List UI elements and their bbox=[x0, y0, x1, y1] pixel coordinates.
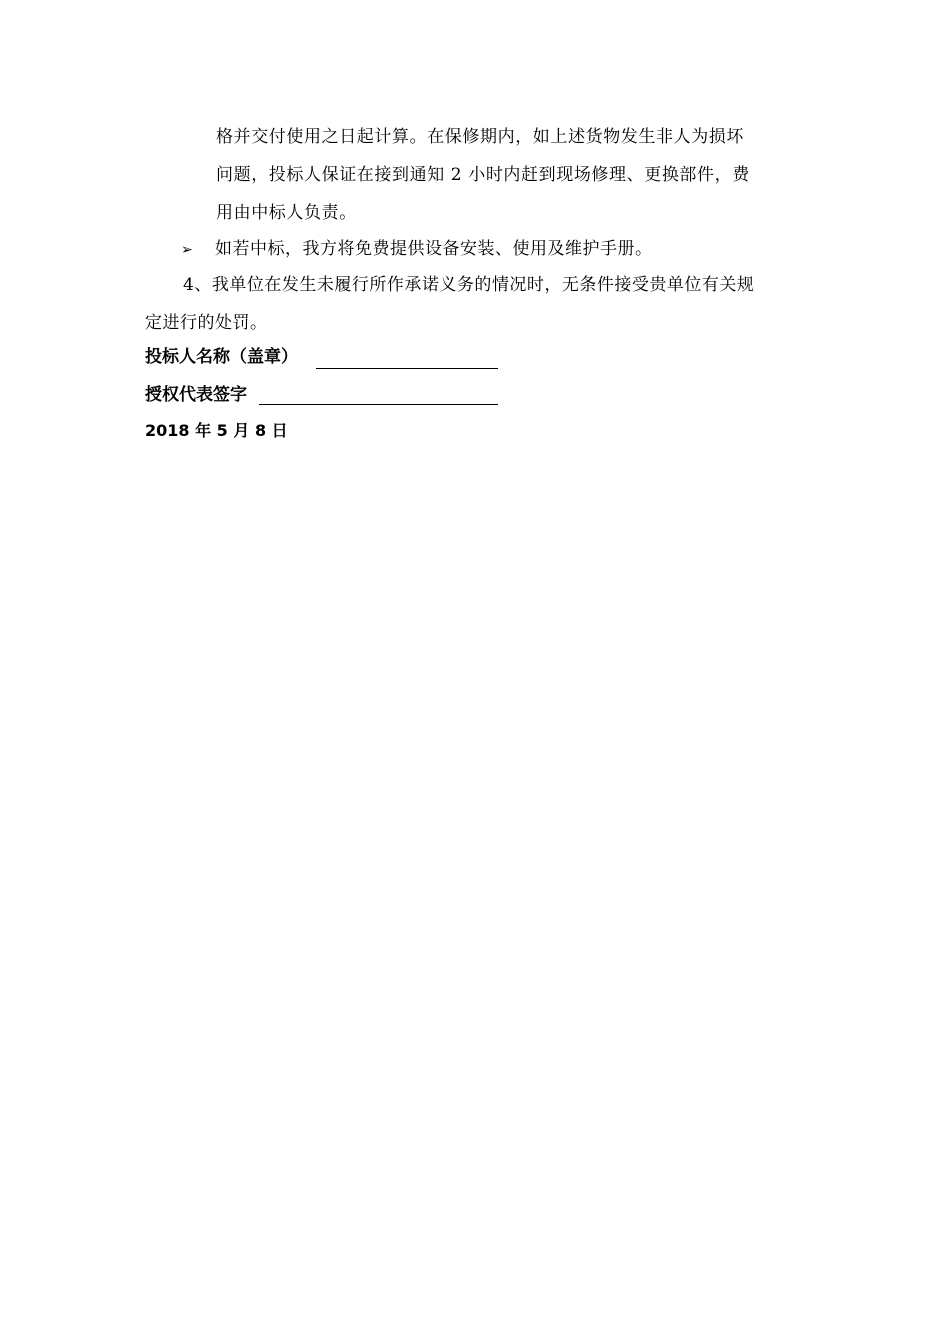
bidder-name-label: 投标人名称（盖章） bbox=[145, 347, 298, 367]
clause-4-line-1: 4、我单位在发生未履行所作承诺义务的情况时，无条件接受贵单位有关规 bbox=[183, 275, 755, 295]
representative-signature-blank bbox=[259, 404, 498, 405]
representative-signature-label: 授权代表签字 bbox=[145, 385, 247, 405]
warranty-line-2: 问题，投标人保证在接到通知 2 小时内赶到现场修理、更换部件，费 bbox=[216, 165, 750, 185]
bidder-name-blank bbox=[316, 368, 498, 369]
manual-bullet-item bbox=[181, 238, 653, 260]
signing-date: 2018 年 5 月 8 日 bbox=[145, 421, 288, 440]
arrow-bullet-icon: ➢ bbox=[181, 242, 193, 258]
warranty-line-1: 格并交付使用之日起计算。在保修期内，如上述货物发生非人为损坏 bbox=[216, 127, 744, 147]
warranty-line-3: 用由中标人负责。 bbox=[216, 203, 357, 223]
clause-4-line-2: 定进行的处罚。 bbox=[145, 313, 268, 333]
bullet-text: 如若中标，我方将免费提供设备安装、使用及维护手册。 bbox=[215, 239, 653, 259]
